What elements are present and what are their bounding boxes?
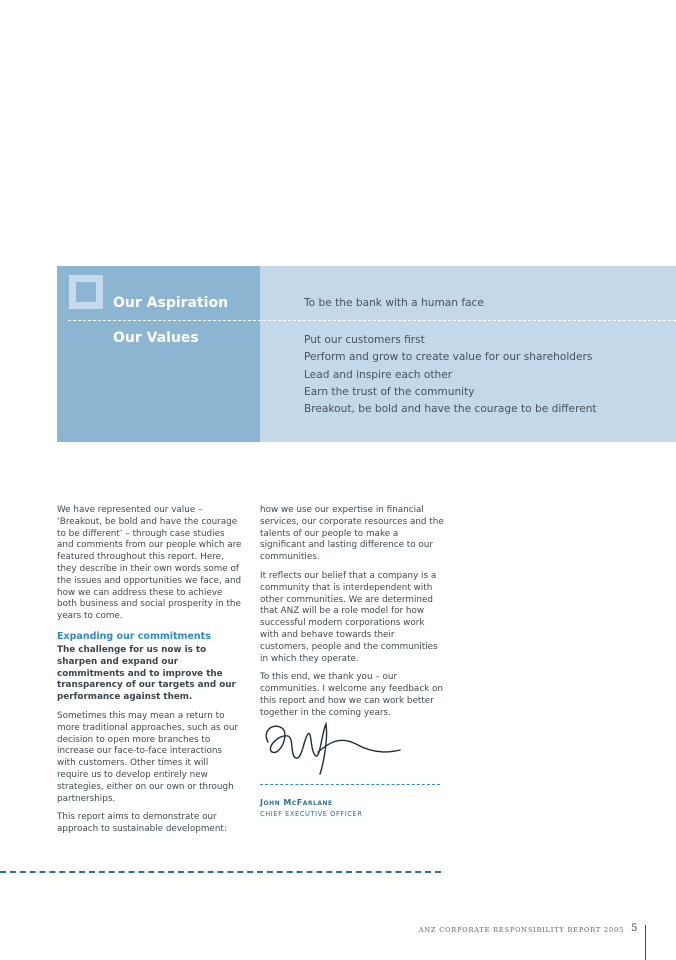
left-column [57, 505, 242, 843]
signatory-title: CHIEF EXECUTIVE OFFICER [260, 810, 363, 818]
body-paragraph: To this end, we thank you – our communities. I welcome any feedback on this report and how we can work better together in the coming years. [260, 672, 444, 718]
values-heading: Our Values [113, 330, 199, 346]
band-divider [68, 320, 676, 321]
body-paragraph: This report aims to demonstrate our approach to sustainable development: [57, 812, 227, 835]
aspiration-text: To be the bank with a human face [304, 297, 484, 309]
values-band-left-panel [57, 266, 260, 442]
value-item: Earn the trust of the community [304, 385, 475, 398]
signature-divider [260, 784, 440, 785]
value-item: Put our customers first [304, 334, 425, 346]
page-number: 5 [631, 923, 638, 934]
signatory-name: John McFarlane [260, 798, 333, 807]
body-paragraph: Sometimes this may mean a return to more traditional approaches, such as our decision to open more branches to increase our face-to-face interactions with customers. Other times it will require us to develop entirely new strategies, either on our own or through partnerships. [57, 710, 239, 804]
page-number-rule [645, 925, 646, 960]
right-column [260, 505, 445, 727]
section-heading: Expanding our commitments [57, 630, 211, 642]
lead-paragraph: The challenge for us now is to sharpen and expand our commitments and to improve the transparency of our targets and our performance against them. [57, 644, 236, 703]
body-paragraph: We have represented our value – ‘Breakout, be bold and have the courage to be different’ – through case studies and comments from our people which are featured throughout this report. Here, they describe in their own words some of the issues and opportunities we face, and how we can address these to achieve both business and social prosperity in the years to come. [57, 505, 242, 622]
value-item: Perform and grow to create value for our shareholders [304, 351, 593, 364]
body-paragraph: It reflects our belief that a company is a community that is interdependent with other communities. We are determined that ANZ will be a role model for how successful modern corporations work with and behave towards their customers, people and the communities in which they operate. [260, 570, 438, 664]
square-icon [69, 275, 103, 309]
footer-report-title: ANZ CORPORATE RESPONSIBILITY REPORT 2005 [418, 926, 624, 934]
value-item: Lead and inspire each other [304, 368, 453, 381]
footer-rule [0, 871, 441, 873]
values-list [304, 332, 597, 418]
aspiration-heading: Our Aspiration [113, 295, 229, 311]
body-paragraph: how we use our expertise in financial services, our corporate resources and the talents of our people to make a significant and lasting difference to our communities. [260, 505, 444, 563]
values-band [57, 266, 676, 442]
signature-image [260, 712, 410, 780]
value-item: Breakout, be bold and have the courage to be different [304, 403, 597, 416]
